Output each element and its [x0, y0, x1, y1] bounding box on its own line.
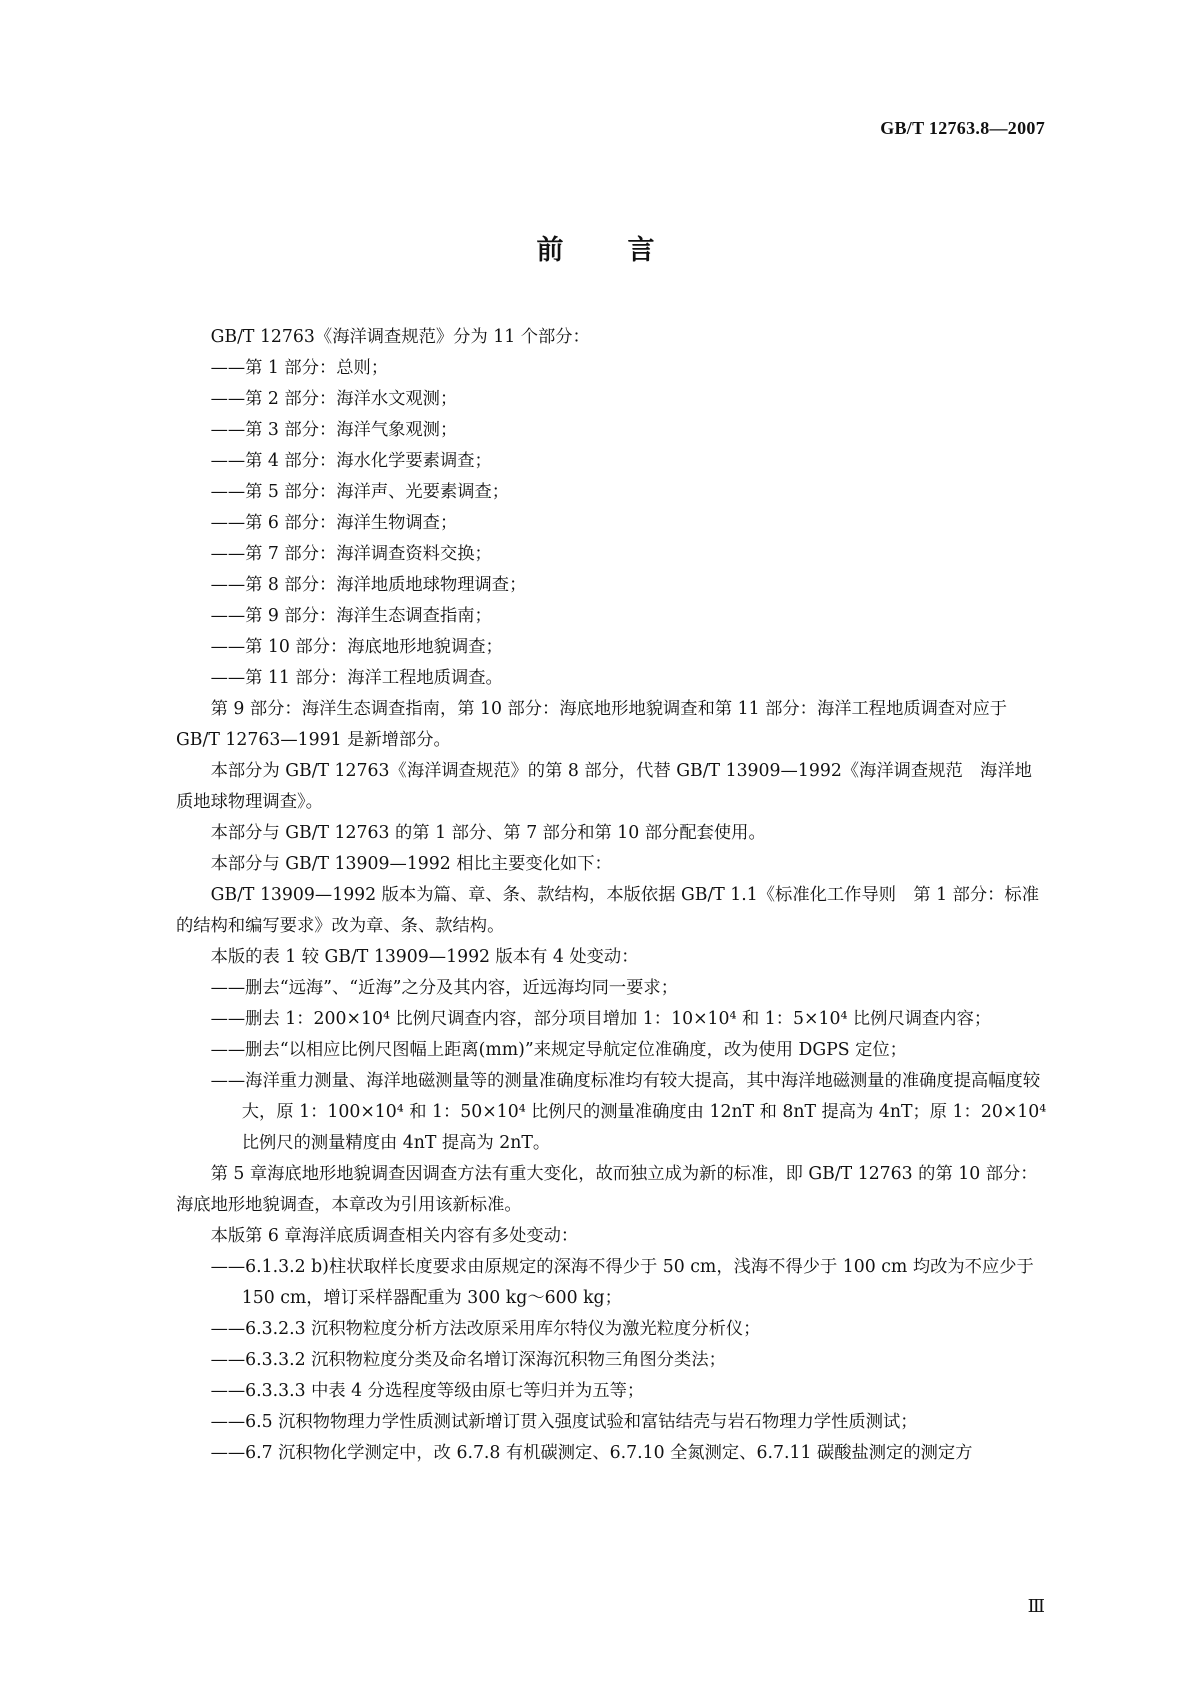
- list-item: ——第 9 部分：海洋生态调查指南；: [210, 606, 492, 626]
- list-item: ——删去 1：200×10⁴ 比例尺调查内容，部分项目增加 1：10×10⁴ 和 1：5×10⁴ 比例尺调查内容；: [210, 1009, 992, 1029]
- paragraph: 本部分与 GB/T 12763 的第 1 部分、第 7 部分和第 10 部分配套使用。: [210, 823, 766, 843]
- paragraph: GB/T 13909—1992 版本为篇、章、条、款结构，本版依据 GB/T 1.1《标准化工作导则 第 1 部分：标准的结构和编写要求》改为章、条、款结构。: [176, 885, 1039, 936]
- paragraph: GB/T 12763《海洋调查规范》分为 11 个部分：: [210, 327, 590, 347]
- paragraph: 本版的表 1 较 GB/T 13909—1992 版本有 4 处变动：: [210, 947, 639, 967]
- list-item: ——海洋重力测量、海洋地磁测量等的测量准确度标准均有较大提高，其中海洋地磁测量的准确度提高幅度较大，原 1：100×10⁴ 和 1：50×10⁴ 比例尺的测量准确度由 12nT 和 8nT 提高为 4nT；原 1：20×10⁴ 比例尺的测量精度由 4nT 提高为 2nT。: [210, 1071, 1047, 1153]
- list-item: ——6.3.3.2 沉积物粒度分类及命名增订深海沉积物三角图分类法；: [210, 1350, 726, 1370]
- list-item: ——第 2 部分：海洋水文观测；: [210, 389, 458, 409]
- list-item: ——6.5 沉积物物理力学性质测试新增订贯入强度试验和富钴结壳与岩石物理力学性质测试；: [210, 1412, 918, 1432]
- list-item: ——6.3.2.3 沉积物粒度分析方法改原采用库尔特仪为激光粒度分析仪；: [210, 1319, 761, 1339]
- page-number: Ⅲ: [1027, 1596, 1045, 1616]
- paragraph: 第 5 章海底地形地貌调查因调查方法有重大变化，故而独立成为新的标准，即 GB/T 12763 的第 10 部分：海底地形地貌调查，本章改为引用该新标准。: [176, 1164, 1038, 1215]
- standard-code: GB/T 12763.8—2007: [880, 118, 1045, 138]
- page-title: [0, 228, 1191, 267]
- paragraph: 本部分为 GB/T 12763《海洋调查规范》的第 8 部分，代替 GB/T 13909—1992《海洋调查规范 海洋地质地球物理调查》。: [176, 761, 1032, 812]
- title-char-1: 前: [536, 235, 564, 266]
- document-body: [176, 322, 1049, 1469]
- list-item: ——删去“远海”、“近海”之分及其内容，近远海均同一要求；: [210, 978, 678, 998]
- list-item: ——第 11 部分：海洋工程地质调查。: [210, 668, 503, 688]
- list-item: ——第 8 部分：海洋地质地球物理调查；: [210, 575, 527, 595]
- list-item: ——删去“以相应比例尺图幅上距离(mm)”来规定导航定位准确度，改为使用 DGPS 定位；: [210, 1040, 907, 1060]
- list-item: ——第 10 部分：海底地形地貌调查；: [210, 637, 503, 657]
- list-item: ——6.1.3.2 b)柱状取样长度要求由原规定的深海不得少于 50 cm，浅海不得少于 100 cm 均改为不应少于 150 cm，增订采样器配重为 300 kg～600 kg；: [210, 1257, 1034, 1308]
- title-char-2: 言: [627, 235, 655, 266]
- list-item: ——第 6 部分：海洋生物调查；: [210, 513, 458, 533]
- list-item: ——6.3.3.3 中表 4 分选程度等级由原七等归并为五等；: [210, 1381, 645, 1401]
- list-item: ——第 4 部分：海水化学要素调查；: [210, 451, 492, 471]
- list-item: ——第 7 部分：海洋调查资料交换；: [210, 544, 492, 564]
- list-item: ——第 1 部分：总则；: [210, 358, 389, 378]
- paragraph: 本部分与 GB/T 13909—1992 相比主要变化如下：: [210, 854, 612, 874]
- list-item: ——第 5 部分：海洋声、光要素调查；: [210, 482, 510, 502]
- paragraph: 本版第 6 章海洋底质调查相关内容有多处变动：: [210, 1226, 579, 1246]
- list-item: ——第 3 部分：海洋气象观测；: [210, 420, 458, 440]
- list-item: ——6.7 沉积物化学测定中，改 6.7.8 有机碳测定、6.7.10 全氮测定、6.7.11 碳酸盐测定的测定方: [210, 1443, 973, 1463]
- paragraph: 第 9 部分：海洋生态调查指南，第 10 部分：海底地形地貌调查和第 11 部分：海洋工程地质调查对应于 GB/T 12763—1991 是新增部分。: [176, 699, 1008, 750]
